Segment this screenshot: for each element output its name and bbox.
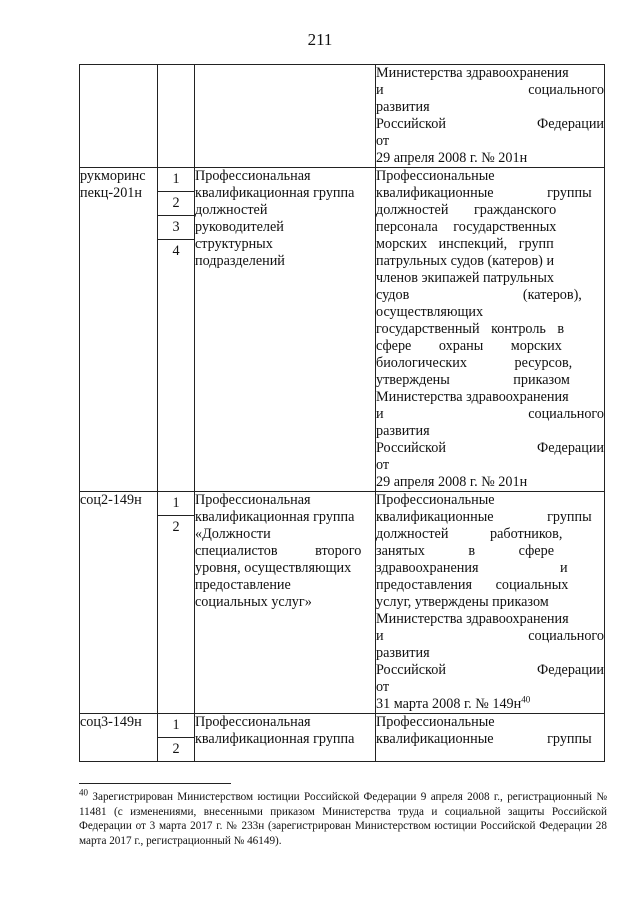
basis-line: государственный контроль в bbox=[376, 321, 565, 337]
legal-basis-cell bbox=[376, 65, 605, 168]
basis-line: Российской Федерации от bbox=[376, 662, 604, 695]
basis-line: здравоохранения и bbox=[376, 560, 568, 576]
group-line: квалификационная группа bbox=[195, 509, 355, 525]
qualification-level: 1 bbox=[158, 168, 194, 192]
qualification-levels-cell bbox=[158, 168, 195, 492]
qualification-level: 2 bbox=[172, 741, 180, 757]
group-line: социальных услуг» bbox=[195, 594, 312, 610]
basis-line: квалификационные группы bbox=[376, 731, 592, 747]
group-line: специалистов второго bbox=[195, 543, 362, 559]
group-code: соц2-149н bbox=[80, 492, 142, 508]
legal-basis-cell bbox=[376, 168, 605, 492]
legal-basis-cell bbox=[376, 492, 605, 714]
group-code: рукморинс bbox=[80, 168, 146, 184]
qualification-level: 1 bbox=[158, 492, 194, 516]
basis-line: Профессиональные bbox=[376, 714, 495, 730]
basis-line: патрульных судов (катеров) и bbox=[376, 253, 555, 269]
basis-line: утверждены приказом bbox=[376, 372, 570, 388]
group-code-cell bbox=[80, 714, 158, 762]
group-name-cell bbox=[195, 492, 376, 714]
basis-line: Российской Федерации от bbox=[376, 440, 604, 473]
basis-line: должностей работников, bbox=[376, 526, 563, 542]
page-number: 211 bbox=[307, 30, 333, 49]
group-line: предоставление bbox=[195, 577, 291, 593]
group-code: соц3-149н bbox=[80, 714, 142, 730]
qualification-levels-cell bbox=[158, 492, 195, 714]
basis-line: Министерства здравоохранения bbox=[376, 611, 569, 627]
group-line: «Должности bbox=[195, 526, 271, 542]
qualification-level: 3 bbox=[158, 216, 194, 240]
group-code: пекц-201н bbox=[80, 185, 142, 201]
basis-line: и социального развития bbox=[376, 406, 604, 439]
group-line: структурных bbox=[195, 236, 273, 252]
qualification-level: 1 bbox=[158, 714, 194, 738]
basis-line: Профессиональные bbox=[376, 168, 495, 184]
basis-line-text: 31 марта 2008 г. № 149н bbox=[376, 696, 522, 712]
legal-basis-cell bbox=[376, 714, 605, 762]
qualification-level: 2 bbox=[158, 192, 194, 216]
basis-line: Профессиональные bbox=[376, 492, 495, 508]
basis-line: персонала государственных bbox=[376, 219, 557, 235]
basis-line: осуществляющих bbox=[376, 304, 484, 320]
group-line: уровня, осуществляющих bbox=[195, 560, 352, 576]
basis-line: услуг, утверждены приказом bbox=[376, 594, 549, 610]
footnote-text: Зарегистрирован Министерством юстиции Российской Федерации 9 апреля 2008 г., регистрационный № 11481 (с изменениями, внесенными приказом Министерства труда и социальной защиты Российской Федерации от 3 марта 2017 г. № 233н (зарегистрирован Министерством юстиции Российской Федерации 28 марта 2017 г., регистрационный № 46149). bbox=[79, 791, 607, 847]
table-row bbox=[80, 65, 605, 168]
group-code-cell bbox=[80, 492, 158, 714]
group-name-cell bbox=[195, 714, 376, 762]
basis-line: членов экипажей патрульных bbox=[376, 270, 555, 286]
footnote bbox=[79, 787, 607, 848]
basis-line: квалификационные группы bbox=[376, 185, 592, 201]
basis-line bbox=[376, 696, 604, 713]
basis-line: Министерства здравоохранения bbox=[376, 65, 569, 81]
basis-line: биологических ресурсов, bbox=[376, 355, 573, 371]
table-row bbox=[80, 492, 605, 714]
basis-line: морских инспекций, групп bbox=[376, 236, 554, 252]
basis-line: должностей гражданского bbox=[376, 202, 557, 218]
table-row bbox=[80, 714, 605, 762]
group-name-cell bbox=[195, 168, 376, 492]
group-name-cell bbox=[195, 65, 376, 168]
table-row bbox=[80, 168, 605, 492]
group-line: должностей bbox=[195, 202, 268, 218]
group-line: квалификационная группа bbox=[195, 731, 355, 747]
footnote-separator bbox=[79, 783, 231, 784]
basis-line: Министерства здравоохранения bbox=[376, 389, 569, 405]
basis-line: 29 апреля 2008 г. № 201н bbox=[376, 474, 528, 490]
group-line: Профессиональная bbox=[195, 492, 311, 508]
group-code-cell bbox=[80, 65, 158, 168]
basis-line: Российской Федерации от bbox=[376, 116, 604, 149]
basis-line: квалификационные группы bbox=[376, 509, 592, 525]
qualification-table bbox=[79, 64, 605, 762]
basis-line: предоставления социальных bbox=[376, 577, 569, 593]
qualification-level: 4 bbox=[172, 243, 180, 259]
group-line: Профессиональная bbox=[195, 714, 311, 730]
basis-line: судов (катеров), bbox=[376, 287, 582, 303]
basis-line: 29 апреля 2008 г. № 201н bbox=[376, 150, 528, 166]
group-line: руководителей bbox=[195, 219, 284, 235]
footnote-reference: 40 bbox=[521, 694, 531, 705]
group-code-cell bbox=[80, 168, 158, 492]
basis-line: занятых в сфере bbox=[376, 543, 554, 559]
group-line: квалификационная группа bbox=[195, 185, 355, 201]
basis-line: сфере охраны морских bbox=[376, 338, 562, 354]
group-line: Профессиональная bbox=[195, 168, 311, 184]
footnote-marker: 40 bbox=[79, 787, 88, 798]
qualification-levels-cell bbox=[158, 714, 195, 762]
qualification-levels-cell bbox=[158, 65, 195, 168]
group-line: подразделений bbox=[195, 253, 285, 269]
qualification-level: 2 bbox=[172, 519, 180, 535]
basis-line: и социального развития bbox=[376, 82, 604, 115]
basis-line: и социального развития bbox=[376, 628, 604, 661]
